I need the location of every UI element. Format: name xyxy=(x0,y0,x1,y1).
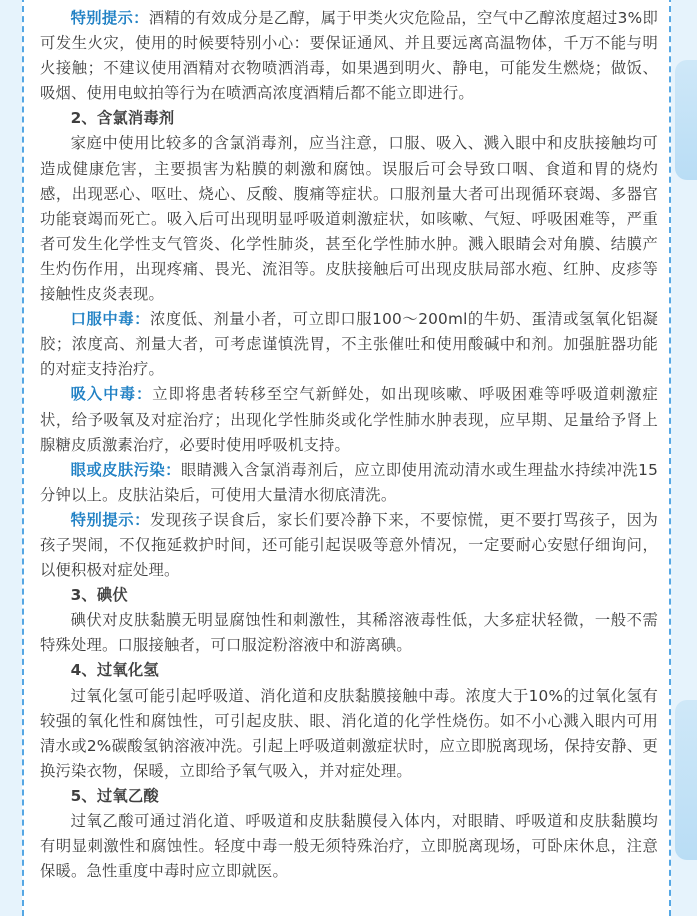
section-heading-text: 3、碘伏 xyxy=(70,586,128,605)
paragraph-text: 酒精的有效成分是乙醇，属于甲类火灾危险品，空气中乙醇浓度超过3%即可发生火灾，使用的时候要特别小心：要保证通风、并且要远离高温物体，千万不能与明火接触；不建议使用酒精对衣物喷洒消毒，如果遇到明火、静电，可能发生燃烧；做饭、吸烟、使用电蚊拍等行为在喷洒高浓度酒精后都不能立即进行。 xyxy=(40,9,658,103)
body-paragraph xyxy=(40,608,658,658)
body-paragraph xyxy=(40,382,658,457)
highlight-lead: 眼或皮肤污染： xyxy=(70,460,181,479)
highlight-lead: 口服中毒： xyxy=(70,310,150,329)
paragraph-text: 立即将患者转移至空气新鲜处，如出现咳嗽、呼吸困难等呼吸道刺激症状，给予吸氧及对症治疗；出现化学性肺炎或化学性肺水肿表现，应早期、足量给予肾上腺糖皮质激素治疗，必要时使用呼吸机支持。 xyxy=(40,385,658,454)
section-heading-text: 5、过氧乙酸 xyxy=(70,786,159,805)
section-heading xyxy=(40,658,658,683)
section-heading-text: 4、过氧化氢 xyxy=(70,661,159,680)
body-paragraph xyxy=(40,458,658,508)
body-paragraph xyxy=(40,307,658,382)
highlight-lead: 特别提示： xyxy=(70,9,149,27)
paragraph-text: 眼睛溅入含氯消毒剂后，应立即使用流动清水或生理盐水持续冲洗15分钟以上。皮肤沾染后，可使用大量清水彻底清洗。 xyxy=(40,460,658,504)
body-paragraph xyxy=(40,6,658,106)
section-heading xyxy=(40,784,658,809)
paragraph-text: 家庭中使用比较多的含氯消毒剂，应当注意，口服、吸入、溅入眼中和皮肤接触均可造成健康危害，主要损害为粘膜的刺激和腐蚀。误服后可会导致口咽、食道和胃的烧灼感，出现恶心、呕吐、烧心、反酸、腹痛等症状。口服剂量大者可出现循环衰竭、多器官功能衰竭而死亡。吸入后可出现明显呼吸道刺激症状，如咳嗽、气短、呼吸困难等，严重者可发生化学性支气管炎、化学性肺炎，甚至化学性肺水肿。溅入眼睛会对角膜、结膜产生灼伤作用，出现疼痛、畏光、流泪等。皮肤接触后可出现皮肤局部水疱、红肿、皮疹等接触性皮炎表现。 xyxy=(40,134,658,304)
paragraph-text: 过氧化氢可能引起呼吸道、消化道和皮肤黏膜接触中毒。浓度大于10%的过氧化氢有较强的氧化性和腐蚀性，可引起皮肤、眼、消化道的化学性烧伤。如不小心溅入眼内可用清水或2%碳酸氢钠溶液冲洗。引起上呼吸道刺激症状时，应立即脱离现场，保持安静、更换污染衣物，保暖，立即给予氧气吸入，并对症处理。 xyxy=(40,686,658,780)
highlight-lead: 特别提示： xyxy=(70,510,151,529)
highlight-lead: 吸入中毒： xyxy=(70,385,153,404)
paragraph-text: 碘伏对皮肤黏膜无明显腐蚀性和刺激性，其稀溶液毒性低，大多症状轻微，一般不需特殊处理。口服接触者，可口服淀粉溶液中和游离碘。 xyxy=(40,611,658,655)
section-heading xyxy=(40,106,658,131)
right-decoration xyxy=(675,60,697,180)
body-paragraph xyxy=(40,809,658,884)
paragraph-text: 过氧乙酸可通过消化道、呼吸道和皮肤黏膜侵入体内，对眼睛、呼吸道和皮肤黏膜均有明显刺激性和腐蚀性。轻度中毒一般无须特殊治疗，立即脱离现场，可卧床休息，注意保暖。急性重度中毒时应立即就医。 xyxy=(40,812,658,881)
body-paragraph xyxy=(40,508,658,583)
right-decoration xyxy=(675,700,697,860)
section-heading-text: 2、含氯消毒剂 xyxy=(70,109,175,128)
body-paragraph xyxy=(40,131,658,307)
article-body xyxy=(40,6,658,884)
section-heading xyxy=(40,583,658,608)
paragraph-text: 浓度低、剂量小者，可立即口服100～200ml的牛奶、蛋清或氢氧化铝凝胶；浓度高、剂量大者，可考虑谨慎洗胃，不主张催吐和使用酸碱中和剂。加强脏器功能的对症支持治疗。 xyxy=(40,310,658,379)
body-paragraph xyxy=(40,684,658,784)
paragraph-text: 发现孩子误食后，家长们要冷静下来，不要惊慌，更不要打骂孩子，因为孩子哭闹，不仅拖延救护时间，还可能引起误吸等意外情况，一定要耐心安慰仔细询问，以便积极对症处理。 xyxy=(40,510,658,580)
